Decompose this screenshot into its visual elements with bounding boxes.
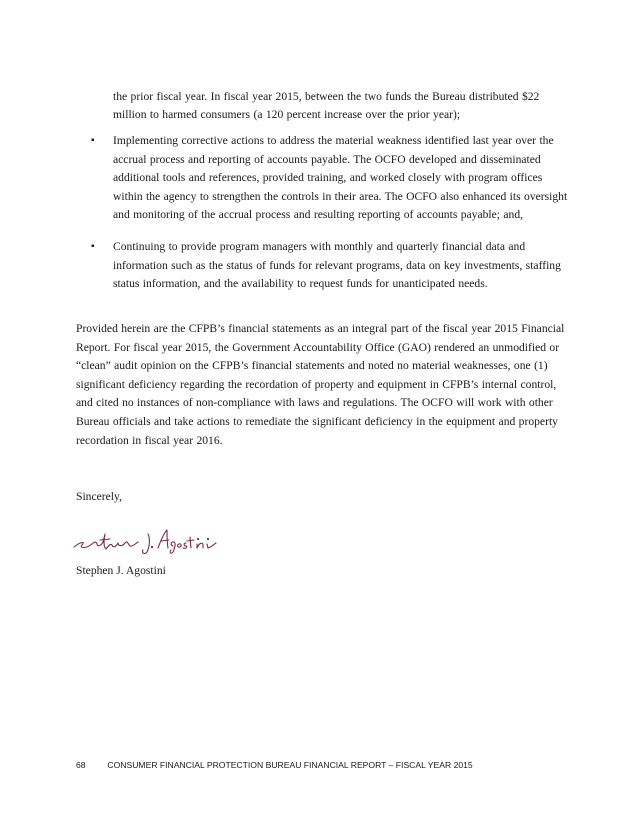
page-footer [76, 759, 473, 771]
body-paragraph: Provided herein are the CFPB’s financial statements as an integral part of the fiscal year 2015 Financial Report. For fiscal year 2015, the Government Accountability Office (GAO) rendered an unmodified or “clean” audit opinion on the CFPB’s financial statements and noted no material weaknesses, one (1) significant deficiency regarding the recordation of property and equipment in CFPB’s internal control, and cited no instances of non-compliance with laws and regulations. The OCFO will work with other Bureau officials and take actions to remediate the significant deficiency in the equipment and property recordation in fiscal year 2016. [76, 322, 565, 447]
bullet-list [88, 132, 572, 307]
bullet-text: Continuing to provide program managers with monthly and quarterly financial data and information such as the status of funds for relevant programs, data on key investments, staffing status information, and the availability to request funds for unanticipated needs. [113, 239, 561, 291]
square-bullet-icon: ▪ [91, 135, 95, 146]
footer-title: CONSUMER FINANCIAL PROTECTION BUREAU FINANCIAL REPORT – FISCAL YEAR 2015 [107, 760, 473, 770]
continuation-paragraph: the prior fiscal year. In fiscal year 2015, between the two funds the Bureau distributed $22 million to harmed consumers (a 120 percent increase over the prior year); [113, 90, 540, 121]
bullet-text: Implementing corrective actions to address the material weakness identified last year over the accrual process and reporting of accounts payable. The OCFO developed and disseminated additional tools and references, provided training, and worked closely with program offices within the agency to strengthen the controls in their area. The OCFO also enhanced its oversight and monitoring of the accrual process and resulting reporting of accounts payable; and, [113, 134, 568, 222]
square-bullet-icon: ▪ [91, 240, 95, 252]
page-number: 68 [76, 760, 86, 770]
bullet-item [88, 238, 572, 294]
signature-image [70, 520, 220, 560]
signer-name: Stephen J. Agostini [76, 564, 166, 577]
bullet-item [88, 132, 572, 225]
closing-salutation: Sincerely, [76, 490, 122, 503]
